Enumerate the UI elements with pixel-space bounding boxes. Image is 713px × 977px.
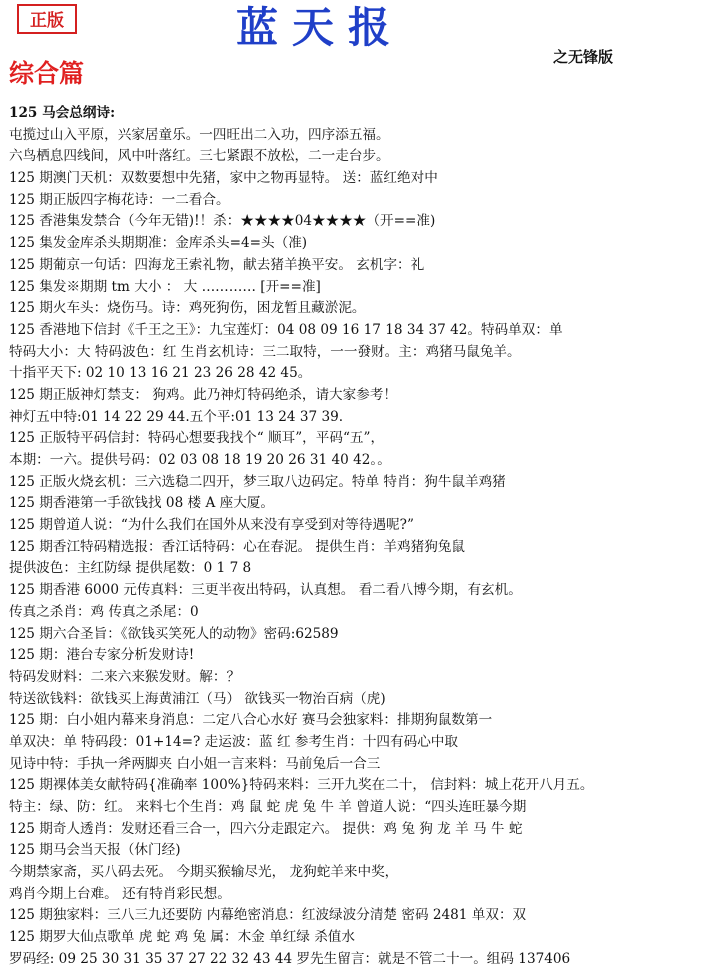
content-line: 125 香港地下信封《千王之王》：九宝莲灯：04 08 09 16 17 18 34 37 42。特码单双：单 [9,321,563,338]
content-line: 125 期香港 6000 元传真料：三更半夜出特码，认真想。 看二看八博今期，有玄机。 [9,582,522,599]
content-line: 特送欲钱料：欲钱买上海黄浦江（马） 欲钱买一物治百病（虎) [9,690,386,707]
content-line: 125 期独家料：三八三九还要防 内幕绝密消息：红波绿波分清楚 密码 2481 单双：双 [9,907,527,924]
content-line: 特主：绿、防：红。 来料七个生肖：鸡 鼠 蛇 虎 兔 牛 羊 曾道人说：“四头连旺暴今期 [9,799,527,815]
content-line: 125 正版特平码信封：特码心想要我找个“ 顺耳”，平码“五”， [9,430,385,447]
content-line: 125 期火车头：烧伤马。诗：鸡死狗伤，困龙暂且藏淤泥。 [9,300,366,317]
content-line: 125 期香港第一手欲钱找 08 楼 A 座大厦。 [9,495,274,512]
content-line: 125 期裸体美女献特码{准确率 100%}特码来料：三开九奖在二十， 信封料：城上花开八月五。 [9,777,594,794]
content-line: 125 期：白小姐内幕来身消息：二定八合心水好 赛马会独家料：排期狗鼠数第一 [9,712,493,729]
content-line: 125 香港集发禁合（今年无错)!！杀：★★★★04★★★★（开==准) [9,213,436,230]
content-line: 125 期葡京一句话：四海龙王索礼物，献去猪羊换平安。 玄机字：礼 [9,256,425,273]
content-line: 125 期澳门天机：双数要想中先猪，家中之物再显特。 送：蓝红绝对中 [9,170,438,187]
content-line: 125 期：港台专家分析发财诗! [9,647,195,664]
content-line: 特码发财料：二来六来猴发财。解：？ [9,668,241,685]
newspaper-title: 蓝天报 [236,3,405,52]
content-line: 六鸟栖息四线间，风中叶落红。三七紧跟不放松，二一走台步。 [9,148,390,165]
content-line: 125 期罗大仙点歌单 虎 蛇 鸡 兔 属：木金 单红绿 杀值水 [9,929,355,946]
content-line: 125 期香江特码精选报：香江话特码：心在春泥。 提供生肖：羊鸡猪狗兔鼠 [9,538,465,555]
content-line: 125 期奇人透肖：发财还看三合一，四六分走跟定六。 提供：鸡 兔 狗 龙 羊 马 牛 蛇 [9,820,523,837]
genuine-badge: 正版 [17,4,77,34]
content-line: 125 期曾道人说：“为什么我们在国外从来没有享受到对等待遇呢?” [9,517,414,534]
content-lines [9,103,709,971]
content-line: 罗码经: 09 25 30 31 35 37 27 22 32 43 44 罗先生留言：就是不管二十一。组码 137406 [9,950,571,967]
content-line: 传真之杀肖：鸡 传真之杀尾：0 [9,603,199,620]
edition-label: 之无锋版 [553,48,614,66]
content-line: 125 期正版四字梅花诗：一二看合。 [9,191,230,208]
content-line: 今期禁家斋，买八码去死。 今期买猴输尽光， 龙狗蛇羊来中奖， [9,864,399,881]
content-line: 提供波色：主红防绿 提供尾数：0 1 7 8 [9,560,252,577]
content-line: 125 正版火烧玄机：三六选稳二四开，梦三取八边码定。特单 特肖：狗牛鼠羊鸡猪 [9,473,506,490]
content-line: 神灯五中特:01 14 22 29 44.五个平:01 13 24 37 39. [9,408,344,425]
content-line: 125 马会总纲诗: [9,105,116,121]
content-line: 特码大小：大 特码波色：红 生肖玄机诗：三二取特，一一發财。主：鸡猪马鼠兔羊。 [9,343,521,360]
content-line: 鸡肖今期上台难。 还有特肖彩民想。 [9,885,231,902]
content-line: 单双决：单 特码段：01+14=? 走运波：蓝 红 参考生肖：十四有码心中取 [9,733,458,750]
content-line: 屯揽过山入平原，兴家居童乐。一四旺出二入功，四序添五福。 [9,126,390,143]
content-line: 125 期正版神灯禁支： 狗鸡。此乃神灯特码绝杀，请大家参考！ [9,386,398,403]
section-heading: 综合篇 [9,59,85,88]
content-line: 125 期六合圣旨：《欲钱买笑死人的动物》密码:62589 [9,625,339,642]
content-line: 见诗中特：手执一斧两脚夹 白小姐一言来料：马前兔后一合三 [9,755,381,772]
content-line: 125 集发金库杀头期期准：金库杀头=4=头（准) [9,235,308,252]
content-line: 本期：一六。提供号码：02 03 08 18 19 20 26 31 40 42。。 [9,452,391,468]
content-line: 125 期马会当天报（休门经) [9,842,181,859]
content-line: 125 集发※期期 tm 大小 ： 大 ………… [开==准] [9,278,321,295]
content-line: 十指平天下: 02 10 13 16 21 23 26 28 42 45。 [9,365,312,382]
